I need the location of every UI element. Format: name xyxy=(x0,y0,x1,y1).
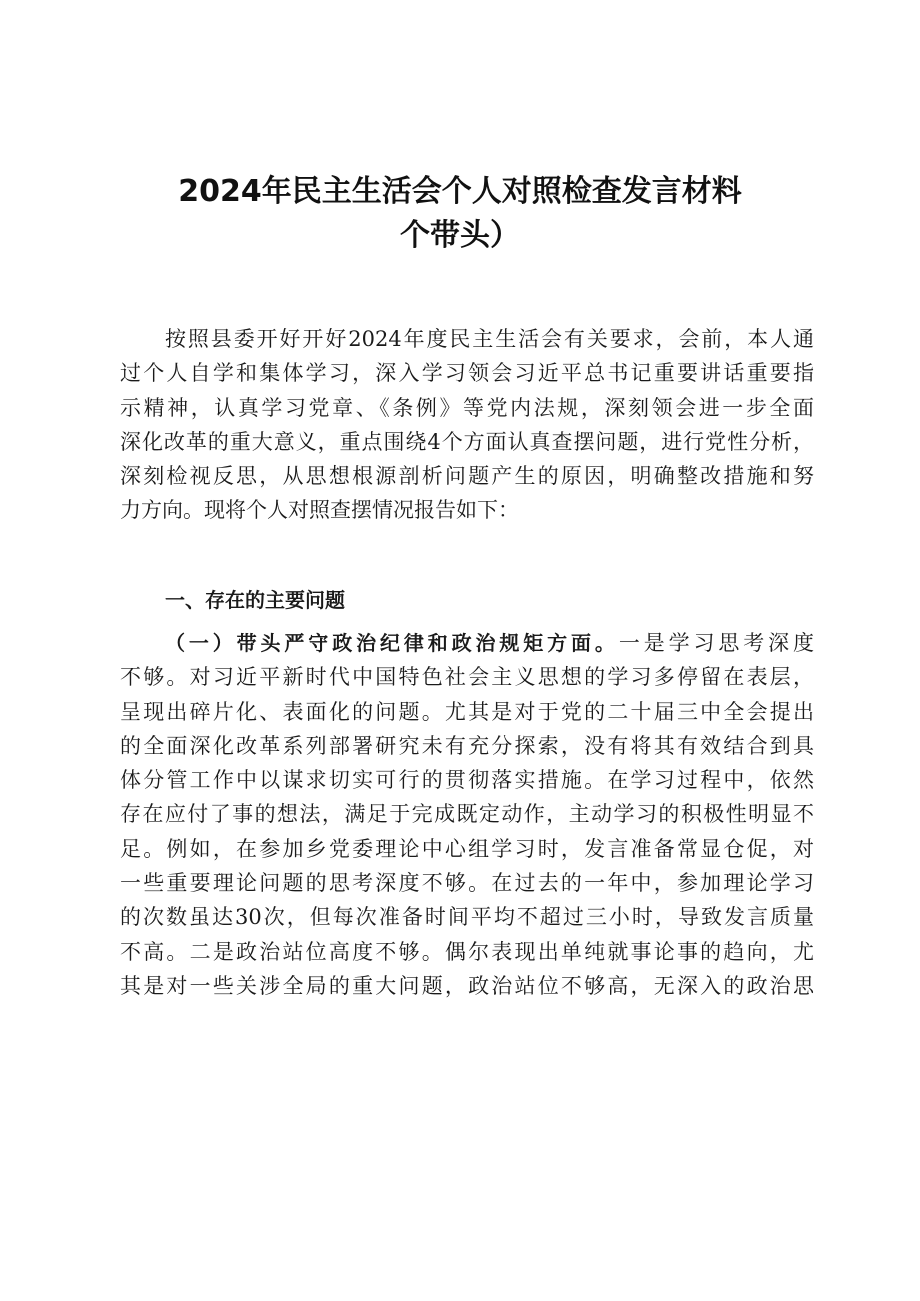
paragraph-line: 呈现出碎片化、表面化的问题。尤其是对于党的二十届三中全会提出 xyxy=(120,699,814,724)
paragraph-line: 按照县委开好开好2024年度民主生活会有关要求，会前，本人通 xyxy=(165,327,814,351)
section-heading-block xyxy=(120,583,814,617)
paragraph-line: 其是对一些关涉全局的重大问题，政治站位不够高，无深入的政治思 xyxy=(120,973,814,998)
subsection-paragraph xyxy=(120,626,814,1003)
subsection-first-line-text: 一是学习思考深度 xyxy=(618,631,815,655)
paragraph-line: 示精神，认真学习党章、《条例》等党内法规，深刻领会进一步全面 xyxy=(120,395,814,420)
paragraph-line: 力方向。现将个人对照查摆情况报告如下： xyxy=(120,498,519,523)
paragraph-line: 不高。二是政治站位高度不够。偶尔表现出单纯就事论事的趋向，尤 xyxy=(120,939,814,964)
document-title-continuation: 个带头） xyxy=(400,218,520,253)
paragraph-line: 体分管工作中以谋求切实可行的贯彻落实措施。在学习过程中，依然 xyxy=(120,768,814,793)
paragraph-line: 一些重要理论问题的思考深度不够。在过去的一年中，参加理论学习 xyxy=(120,871,814,896)
paragraph-line: 足。例如，在参加乡党委理论中心组学习时，发言准备常显仓促，对 xyxy=(120,836,814,861)
subsection-heading: （一）带头严守政治纪律和政治规矩方面。 xyxy=(165,631,619,655)
document-title: 2024年民主生活会个人对照检查发言材料 xyxy=(178,174,742,209)
paragraph-line: 存在应付了事的想法，满足于完成既定动作，主动学习的积极性明显不 xyxy=(120,802,814,827)
section-heading: 一、存在的主要问题 xyxy=(165,588,345,612)
paragraph-line xyxy=(120,626,814,660)
paragraph-line: 的次数虽达30次，但每次准备时间平均不超过三小时，导致发言质量 xyxy=(120,905,814,930)
paragraph-line: 的全面深化改革系列部署研究未有充分探索，没有将其有效结合到具 xyxy=(120,733,814,758)
paragraph-line: 过个人自学和集体学习，深入学习领会习近平总书记重要讲话重要指 xyxy=(120,361,814,386)
paragraph-line: 深化改革的重大意义，重点围绕4个方面认真查摆问题，进行党性分析， xyxy=(120,429,814,454)
paragraph-line: 深刻检视反思，从思想根源剖析问题产生的原因，明确整改措施和努 xyxy=(120,464,814,489)
intro-paragraph xyxy=(120,322,814,528)
paragraph-line: 不够。对习近平新时代中国特色社会主义思想的学习多停留在表层， xyxy=(120,665,814,690)
